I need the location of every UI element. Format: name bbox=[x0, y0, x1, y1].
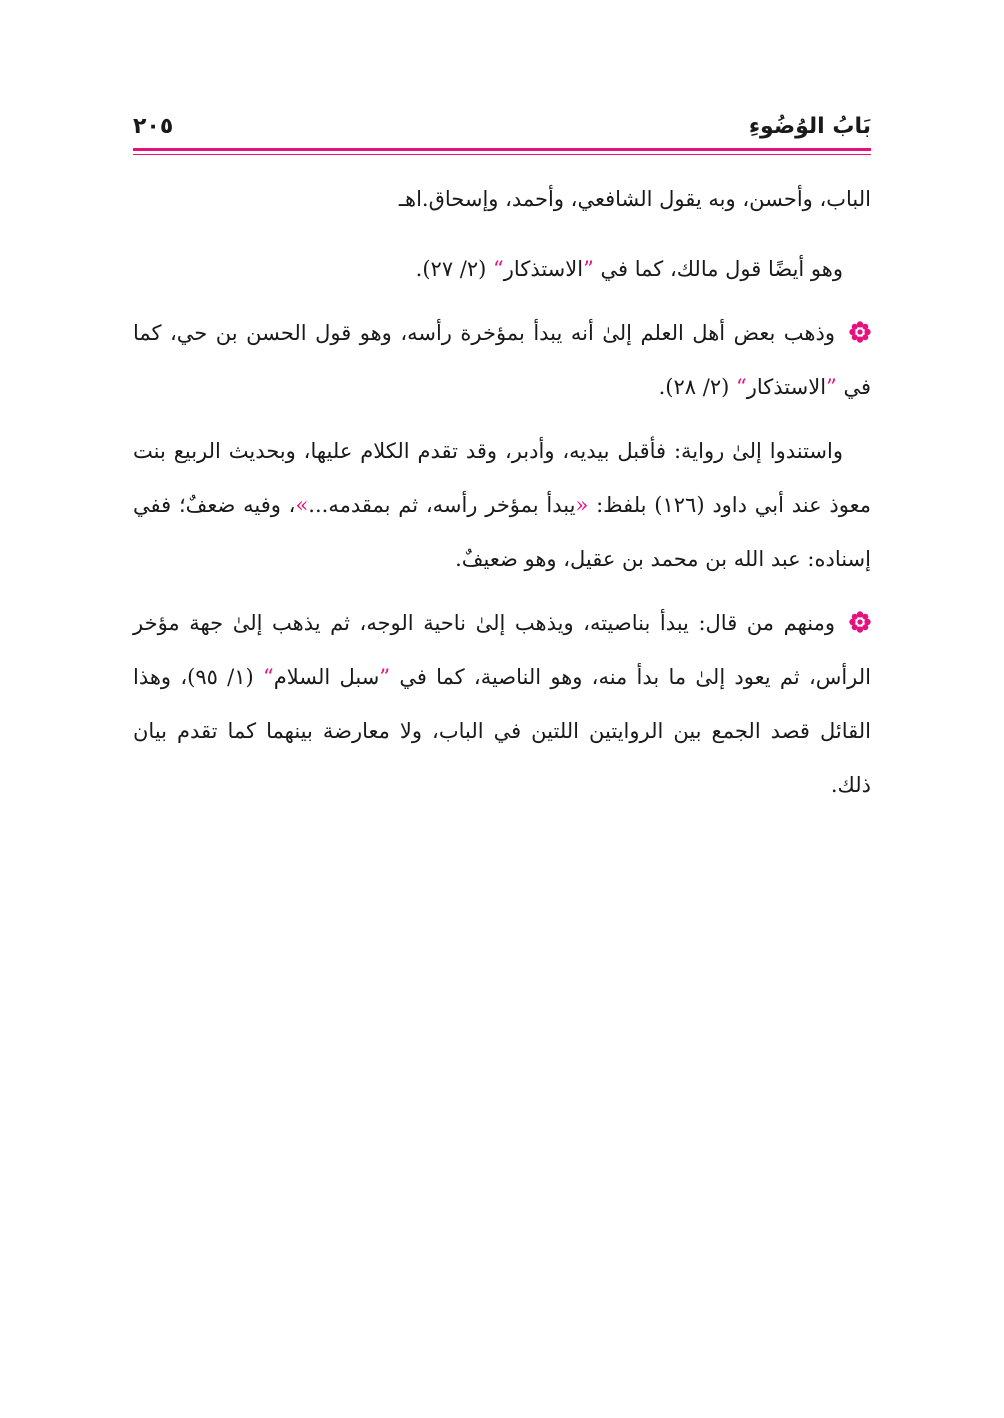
paragraph bbox=[133, 242, 871, 296]
paragraph-text: ، وفيه ضعفٌ؛ ففي إسناده: عبد الله بن محمد بن عقيل، وهو ضعيفٌ. bbox=[133, 493, 871, 571]
header-rule-thick bbox=[133, 148, 871, 151]
quote-mark: “ bbox=[493, 257, 504, 281]
citation-ref: (٢/ ٢٧). bbox=[415, 257, 494, 281]
flower-bullet-icon bbox=[849, 599, 871, 621]
flower-bullet-icon bbox=[849, 309, 871, 331]
paragraph-text: الباب، وأحسن، وبه يقول الشافعي، وأحمد، وإسحاق.اهـ bbox=[398, 187, 871, 211]
quote-mark: “ bbox=[735, 375, 747, 399]
page-number: ٢٠٥ bbox=[133, 114, 174, 139]
paragraph bbox=[133, 596, 871, 812]
paragraph-text: واستندوا إلىٰ رواية: فأقبل بيديه، وأدبر، وقد تقدم الكلام عليها، وبحديث الربيع بنت معوذ عند أبي داود (١٢٦) بلفظ: bbox=[133, 439, 871, 517]
paragraph bbox=[133, 306, 871, 414]
paragraph-text: (١/ ٩٥)، وهذا القائل قصد الجمع بين الروايتين اللتين في الباب، ولا معارضة بينهما كما تقدم بيان ذلك. bbox=[133, 665, 871, 797]
quote-mark: ” bbox=[826, 375, 837, 399]
hadith-quote: يبدأ بمؤخر رأسه، ثم بمقدمه... bbox=[308, 493, 576, 517]
quote-mark: “ bbox=[262, 665, 274, 689]
quote-mark: » bbox=[295, 493, 309, 517]
chapter-title: بَابُ الوُضُوءِ bbox=[748, 114, 871, 139]
paragraph-text: وهو أيضًا قول مالك، كما في bbox=[593, 257, 843, 281]
paragraph-text: وذهب بعض أهل العلم إلىٰ أنه يبدأ بمؤخرة رأسه، وهو قول الحسن بن حي، كما في bbox=[133, 321, 871, 399]
citation-ref: (٢/ ٢٨). bbox=[658, 375, 736, 399]
quote-mark: ” bbox=[379, 665, 391, 689]
citation-title: سبل السلام bbox=[273, 665, 380, 689]
citation-title: الاستذكار bbox=[746, 375, 827, 399]
paragraph bbox=[133, 172, 871, 226]
header-rule-thin bbox=[133, 154, 871, 155]
citation-title: الاستذكار bbox=[503, 257, 584, 281]
quote-mark: « bbox=[575, 493, 589, 517]
paragraph-text: ومنهم من قال: يبدأ بناصيته، ويذهب إلىٰ ناحية الوجه، ثم يذهب إلىٰ جهة مؤخر الرأس، ثم يعود إلىٰ ما بدأ منه، وهو الناصية، كما في bbox=[133, 611, 872, 689]
page-body bbox=[133, 172, 871, 822]
quote-mark: ” bbox=[583, 257, 594, 281]
paragraph bbox=[133, 424, 871, 586]
running-header bbox=[133, 112, 871, 148]
